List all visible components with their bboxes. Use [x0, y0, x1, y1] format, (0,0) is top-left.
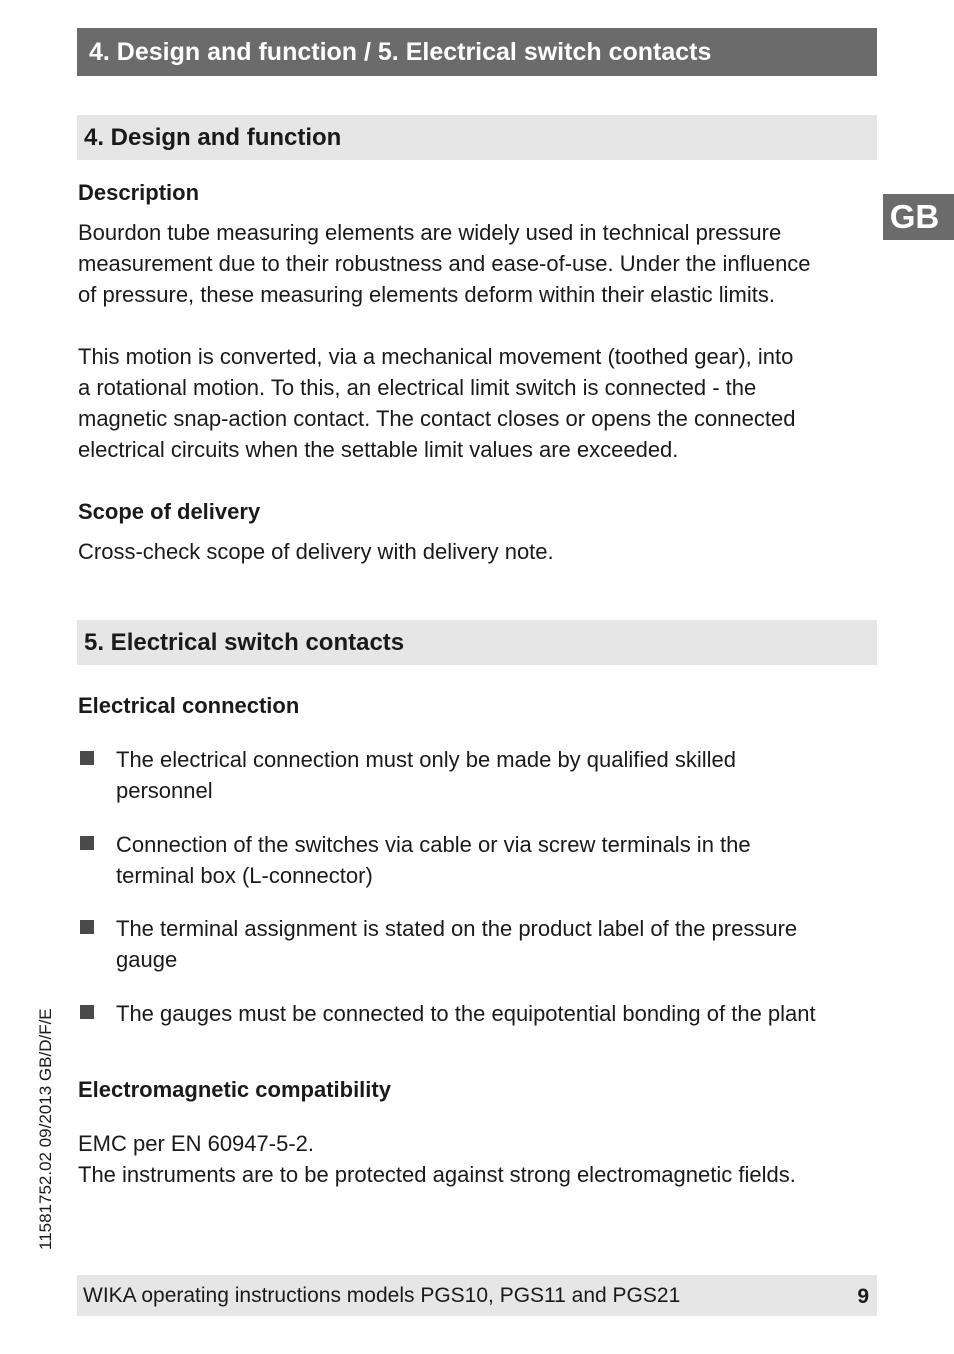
text-line: This motion is converted, via a mechanical movement (toothed gear), into — [78, 344, 794, 369]
text-line: Bourdon tube measuring elements are widely used in technical pressure — [78, 220, 782, 245]
description-paragraph-1 — [78, 217, 878, 310]
description-paragraph-2 — [78, 341, 878, 465]
text-line: Cross-check scope of delivery with delivery note. — [78, 539, 554, 564]
section-4-title: 4. Design and function — [77, 115, 877, 160]
text-line: The gauges must be connected to the equipotential bonding of the plant — [116, 1001, 816, 1026]
emc-heading: Electromagnetic compatibility — [78, 1077, 391, 1102]
text-line: a rotational motion. To this, an electrical limit switch is connected - the — [78, 375, 757, 400]
list-item-text — [116, 829, 886, 891]
text-line: gauge — [116, 947, 178, 972]
text-line: terminal box (L-connector) — [116, 863, 373, 888]
square-bullet-icon — [80, 1005, 94, 1019]
description-heading: Description — [78, 180, 200, 205]
square-bullet-icon — [80, 751, 94, 765]
section-5-title: 5. Electrical switch contacts — [77, 620, 877, 665]
list-item-text — [116, 998, 886, 1029]
page-number: 9 — [857, 1285, 869, 1308]
footer-text: WIKA operating instructions models PGS10, PGS11 and PGS21 — [83, 1284, 681, 1307]
electrical-connection-heading: Electrical connection — [78, 693, 300, 718]
list-item-text — [116, 913, 886, 975]
scope-paragraph — [78, 536, 878, 567]
text-line: The instruments are to be protected against strong electromagnetic fields. — [78, 1162, 796, 1187]
list-item-text — [116, 744, 886, 806]
text-line: of pressure, these measuring elements deform within their elastic limits. — [78, 282, 775, 307]
emc-paragraph — [78, 1128, 878, 1190]
document-code: 11581752.02 09/2013 GB/D/F/E — [36, 1008, 55, 1250]
text-line: magnetic snap-action contact. The contact closes or opens the connected — [78, 406, 796, 431]
text-line: The electrical connection must only be made by qualified skilled — [116, 747, 736, 772]
square-bullet-icon — [80, 920, 94, 934]
text-line: personnel — [116, 778, 213, 803]
text-line: electrical circuits when the settable limit values are exceeded. — [78, 437, 679, 462]
language-tab: GB — [883, 194, 954, 240]
square-bullet-icon — [80, 836, 94, 850]
scope-heading: Scope of delivery — [78, 499, 261, 524]
page-footer — [77, 1275, 877, 1316]
text-line: Connection of the switches via cable or via screw terminals in the — [116, 832, 751, 857]
text-line: The terminal assignment is stated on the product label of the pressure — [116, 916, 798, 941]
text-line: EMC per EN 60947-5-2. — [78, 1131, 314, 1156]
page-header-title: 4. Design and function / 5. Electrical switch contacts — [77, 28, 877, 76]
text-line: measurement due to their robustness and ease-of-use. Under the influence — [78, 251, 811, 276]
